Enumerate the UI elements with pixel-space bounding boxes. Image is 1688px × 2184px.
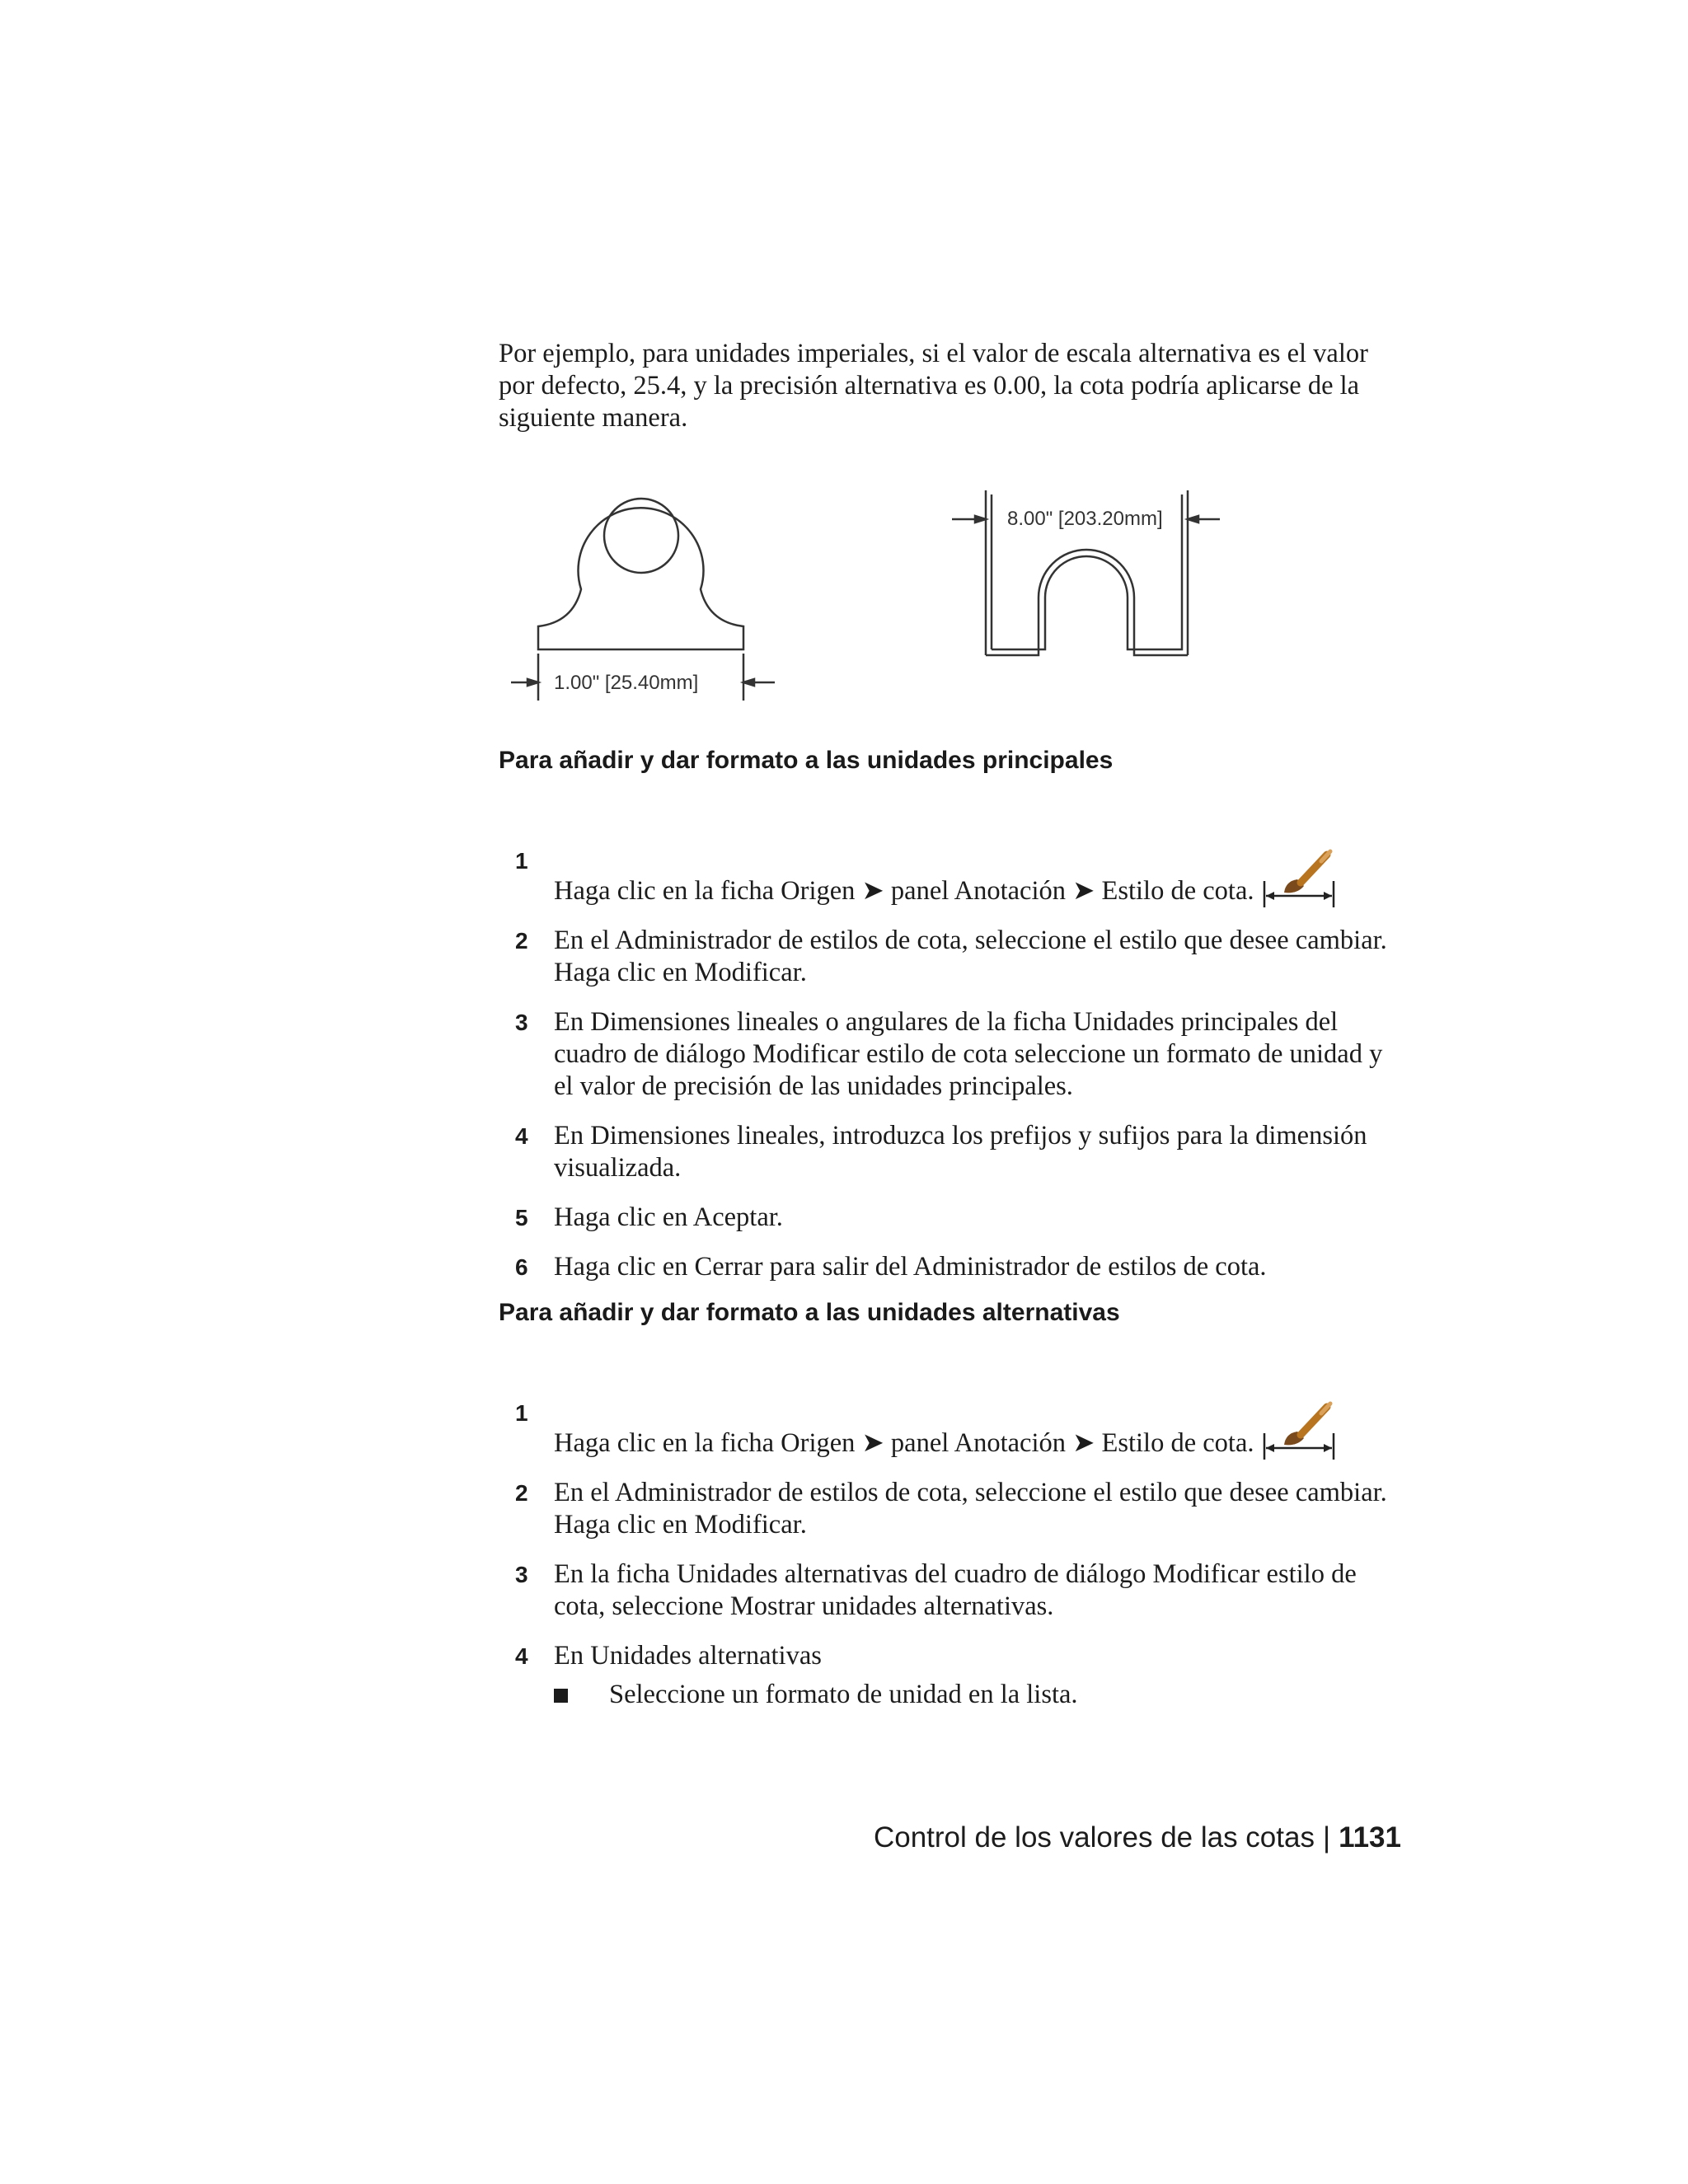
page-footer — [874, 1821, 1401, 1854]
sub-bullet-text: Seleccione un formato de unidad en la lista. — [609, 1680, 1078, 1709]
alternate-steps-list — [499, 1397, 1397, 1728]
step-text: En Unidades alternativas — [554, 1641, 822, 1671]
footer-separator: | — [1322, 1821, 1331, 1854]
dimension-style-icon[interactable] — [1261, 1397, 1337, 1460]
list-item — [499, 925, 1397, 989]
dimension-style-icon[interactable] — [1261, 845, 1337, 907]
step-number: 2 — [515, 928, 528, 954]
step-number: 5 — [515, 1205, 528, 1230]
section-heading-alternate: Para añadir y dar formato a las unidades alternativas — [499, 1299, 1120, 1326]
square-bullet-icon — [554, 1689, 568, 1703]
primary-steps-list — [499, 845, 1397, 1301]
step-number: 4 — [515, 1123, 528, 1149]
section-heading-primary: Para añadir y dar formato a las unidades principales — [499, 747, 1114, 774]
step-number: 3 — [515, 1010, 528, 1035]
list-item — [499, 1558, 1397, 1623]
step-text: En la ficha Unidades alternativas del cuadro de diálogo Modificar estilo de cota, seleccione Mostrar unidades alternativas. — [554, 1559, 1357, 1621]
list-item — [499, 1202, 1397, 1234]
dimension-example-figures — [495, 457, 1401, 713]
page-number: 1131 — [1339, 1821, 1401, 1854]
step-text: Haga clic en Cerrar para salir del Administrador de estilos de cota. — [554, 1252, 1267, 1282]
list-item — [499, 845, 1397, 907]
step-number: 1 — [515, 848, 528, 874]
step-text: Haga clic en Aceptar. — [554, 1202, 783, 1232]
step-text: En el Administrador de estilos de cota, seleccione el estilo que desee cambiar. Haga clic en Modificar. — [554, 1478, 1387, 1540]
step-text: En Dimensiones lineales, introduzca los prefijos y sufijos para la dimensión visualizada. — [554, 1121, 1367, 1183]
step-number: 3 — [515, 1562, 528, 1587]
list-item — [499, 1251, 1397, 1283]
list-item — [499, 1477, 1397, 1541]
right-dimension-label: 8.00" [203.20mm] — [1007, 508, 1163, 530]
intro-paragraph: Por ejemplo, para unidades imperiales, si el valor de escala alternativa es el valor por defecto, 25.4, y la precisión alternativa es 0.00, la cota podría aplicarse de la siguiente manera. — [499, 339, 1368, 433]
sub-bullet-item — [554, 1679, 1397, 1711]
list-item — [499, 1640, 1397, 1711]
list-item — [499, 1120, 1397, 1184]
list-item — [499, 1006, 1397, 1103]
list-item — [499, 1397, 1397, 1460]
left-dimension-label: 1.00" [25.40mm] — [554, 672, 699, 694]
footer-title: Control de los valores de las cotas — [873, 1821, 1315, 1854]
lug-drawing — [511, 499, 775, 701]
step-text: Haga clic en la ficha Origen ➤ panel Anotación ➤ Estilo de cota. — [554, 876, 1254, 906]
step-number: 1 — [515, 1400, 528, 1426]
dimension-figures-svg — [495, 457, 1401, 713]
step-text: Haga clic en la ficha Origen ➤ panel Anotación ➤ Estilo de cota. — [554, 1428, 1254, 1458]
step-text: En Dimensiones lineales o angulares de la ficha Unidades principales del cuadro de diálogo Modificar estilo de cota seleccione un formato de unidad y el valor de precisión de las unidades principales. — [554, 1007, 1383, 1101]
sub-bullet-list — [554, 1679, 1397, 1711]
step-number: 2 — [515, 1480, 528, 1506]
step-number: 6 — [515, 1254, 528, 1280]
step-number: 4 — [515, 1643, 528, 1669]
step-text: En el Administrador de estilos de cota, seleccione el estilo que desee cambiar. Haga clic en Modificar. — [554, 926, 1387, 987]
